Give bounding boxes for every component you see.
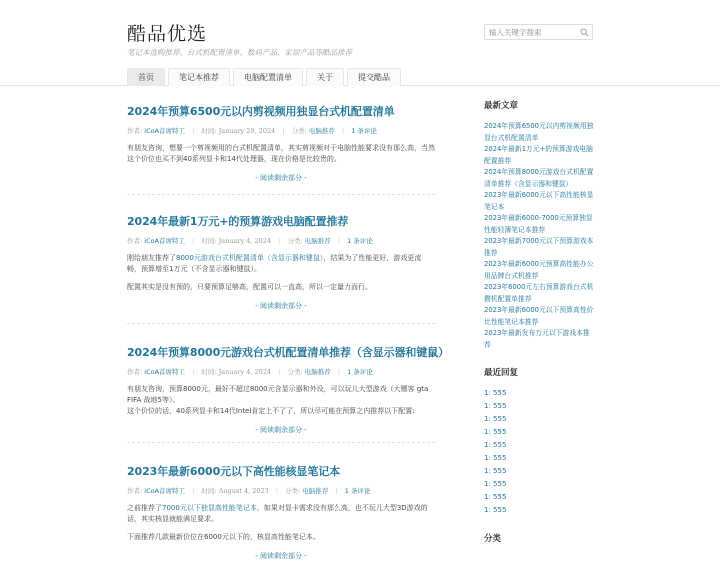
post: [127, 210, 435, 324]
post-excerpt: [127, 143, 435, 165]
recent-post-link[interactable]: 2023年最新6000-7000元预算独显性能轻薄笔记本推荐: [484, 214, 593, 234]
search-icon[interactable]: [580, 28, 589, 37]
meta-time-label: 时间:: [201, 237, 217, 245]
recent-comment-link[interactable]: 1: 555: [484, 506, 507, 514]
recent-comment-link[interactable]: 1: 555: [484, 441, 507, 449]
excerpt-text: 有朋友咨询，预算8000元，最好不超过8000元含显示器和外设，可以玩儿大型游戏（大镖客 gta FIFA 战地5等）。: [127, 385, 429, 404]
post-list: [127, 100, 450, 573]
post-date: August 4, 2023: [218, 487, 269, 495]
meta-author-label: 作者:: [127, 127, 143, 135]
post-category-link[interactable]: 电脑推荐: [304, 237, 331, 245]
excerpt-paragraph: [127, 384, 435, 417]
excerpt-text: 之前推荐了: [127, 504, 162, 512]
recent-posts-title: 最新文章: [484, 101, 519, 111]
excerpt-text: ，如果对显卡需求没有那么高，也不玩儿大型3D游戏的话，其实核显就能满足要求。: [127, 504, 428, 523]
inline-article-link[interactable]: 8000元游戏台式机配置清单（含显示器和键鼠）: [176, 254, 324, 262]
recent-post-link[interactable]: 2023年最新6000元以下高性能核显笔记本: [484, 191, 594, 211]
post-comments-link[interactable]: 1 条评论: [351, 127, 377, 135]
meta-author-label: 作者:: [127, 487, 143, 495]
read-more-link[interactable]: - 阅读剩余部分 -: [255, 174, 307, 182]
excerpt-text: ，结果为了性能更好，游戏更流畅，预算增至1万元（不含显示器和键鼠）。: [127, 254, 422, 273]
recent-comment-link[interactable]: 1: 555: [484, 415, 507, 423]
excerpt-paragraph: [127, 503, 435, 525]
recent-comment-link[interactable]: 1: 555: [484, 389, 507, 397]
nav-item-submit[interactable]: 提交酷品: [347, 68, 401, 86]
recent-post-link[interactable]: 2023年最新6000元以下预算高性价比性能笔记本推荐: [484, 306, 594, 326]
excerpt-paragraph: 配置其实是没有预的，只要预算足够高，配置可以一直高，所以一定量力而行。: [127, 283, 372, 291]
recent-post-link[interactable]: 2023年最新6000元预算高性能办公用品牌台式机推荐: [484, 260, 594, 280]
post-author-link[interactable]: iCoA首席特工: [144, 487, 186, 495]
post-meta: 作者: iCoA首席特工 | 时间: January 29, 2024 | 分类: 电脑推荐 | 1 条评论: [127, 127, 377, 135]
meta-time-label: 时间:: [201, 368, 217, 376]
inline-article-link[interactable]: 7000元以下独显高性能笔记本: [162, 504, 257, 512]
search-input[interactable]: [485, 25, 577, 39]
recent-post-link[interactable]: 2023年最新7000元以下预算游戏本推荐: [484, 237, 594, 257]
recent-posts-list: [484, 121, 594, 351]
post: [127, 100, 435, 195]
meta-category-label: 分类:: [291, 127, 307, 135]
recent-comment-link[interactable]: 1: 555: [484, 493, 507, 501]
recent-post-link[interactable]: 2024年最新1万元+的预算游戏电脑配置推荐: [484, 145, 593, 165]
nav-item-pc-builds[interactable]: 电脑配置清单: [233, 68, 303, 86]
post-meta: 作者: iCoA首席特工 | 时间: January 4, 2024 | 分类: 电脑推荐 | 1 条评论: [127, 237, 373, 245]
excerpt-paragraph: 下面推荐几款最新价位在6000元以下的，核显高性能笔记本。: [127, 533, 320, 541]
recent-comment-link[interactable]: 1: 555: [484, 428, 507, 436]
post-date: January 4, 2024: [218, 368, 272, 376]
read-more-link[interactable]: - 阅读剩余部分 -: [255, 426, 307, 434]
nav-item-laptops[interactable]: 笔记本推荐: [168, 68, 230, 86]
meta-time-label: 时间:: [201, 487, 217, 495]
excerpt-text: 这个价位的话，40系列显卡和14代Intel肯定上不了了，所以尽可能在预算之内推荐以下配置:: [127, 407, 415, 415]
post-title[interactable]: 2024年预算6500元以内剪视频用独显台式机配置清单: [127, 105, 395, 118]
recent-post-link[interactable]: 2023年6000元左右预算游戏台式机攒机配置单推荐: [484, 283, 594, 303]
meta-author-label: 作者:: [127, 368, 143, 376]
post-meta: 作者: iCoA首席特工 | 时间: August 4, 2023 | 分类: 电脑推荐 | 1 条评论: [127, 487, 371, 495]
site-description: 笔记本选购推荐、台式机配置清单、数码产品、家居产品等酷品推荐: [127, 48, 352, 57]
post-date: January 4, 2024: [218, 237, 272, 245]
post: [127, 460, 435, 573]
post-title[interactable]: 2023年最新6000元以下高性能核显笔记本: [127, 465, 341, 478]
recent-comment-link[interactable]: 1: 555: [484, 467, 507, 475]
post-excerpt: [127, 503, 435, 543]
excerpt-paragraph: 有朋友咨询，想要一个剪视频用的台式机配置清单，其实剪视频对于电脑性能要求没有那么高，当然这个价位也买不到40系列显卡和14代处理器，现在价格是比较贵的。: [127, 144, 435, 163]
post-category-link[interactable]: 电脑推荐: [308, 127, 335, 135]
main-nav: [0, 68, 720, 86]
recent-post-link[interactable]: 2023年最新发布万元以下游戏本推荐: [484, 329, 590, 349]
recent-comments-list: [484, 387, 594, 517]
recent-comment-link[interactable]: 1: 555: [484, 402, 507, 410]
post-comments-link[interactable]: 1 条评论: [344, 487, 371, 495]
recent-comment-link[interactable]: 1: 555: [484, 454, 507, 462]
post-date: January 29, 2024: [218, 127, 276, 135]
recent-comments-title: 最近回复: [484, 368, 519, 378]
post-excerpt: [127, 253, 435, 293]
excerpt-text: 刚给朋友推荐了: [127, 254, 176, 262]
post-excerpt: [127, 384, 435, 417]
post-category-link[interactable]: 电脑推荐: [302, 487, 329, 495]
site-title[interactable]: 酷品优选: [127, 23, 208, 45]
recent-post-link[interactable]: 2024年预算6500元以内剪视频用独显台式机配置清单: [484, 122, 594, 142]
categories-title: 分类: [484, 534, 502, 544]
meta-category-label: 分类:: [287, 368, 303, 376]
read-more-link[interactable]: - 阅读剩余部分 -: [255, 302, 307, 310]
post-author-link[interactable]: iCoA首席特工: [144, 368, 186, 376]
nav-item-home[interactable]: 首页: [127, 68, 165, 86]
meta-time-label: 时间:: [201, 127, 217, 135]
meta-author-label: 作者:: [127, 237, 143, 245]
post-comments-link[interactable]: 1 条评论: [347, 237, 373, 245]
search-box: [484, 24, 593, 40]
recent-comment-link[interactable]: 1: 555: [484, 480, 507, 488]
meta-category-label: 分类:: [285, 487, 301, 495]
post-meta: 作者: iCoA首席特工 | 时间: January 4, 2024 | 分类: 电脑推荐 | 1 条评论: [127, 368, 373, 376]
post-title[interactable]: 2024年预算8000元游戏台式机配置清单推荐（含显示器和键鼠）: [127, 346, 450, 359]
recent-post-link[interactable]: 2024年预算8000元游戏台式机配置清单推荐（含显示器和键鼠）: [484, 168, 594, 188]
post-comments-link[interactable]: 1 条评论: [347, 368, 373, 376]
meta-category-label: 分类:: [287, 237, 303, 245]
excerpt-paragraph: [127, 253, 435, 275]
nav-item-about[interactable]: 关于: [306, 68, 344, 86]
post-author-link[interactable]: iCoA首席特工: [144, 127, 186, 135]
post-author-link[interactable]: iCoA首席特工: [144, 237, 186, 245]
sidebar: [484, 100, 594, 545]
post-category-link[interactable]: 电脑推荐: [304, 368, 331, 376]
post-title[interactable]: 2024年最新1万元+的预算游戏电脑配置推荐: [127, 215, 349, 228]
post: [127, 341, 450, 443]
read-more-link[interactable]: - 阅读剩余部分 -: [255, 552, 307, 560]
